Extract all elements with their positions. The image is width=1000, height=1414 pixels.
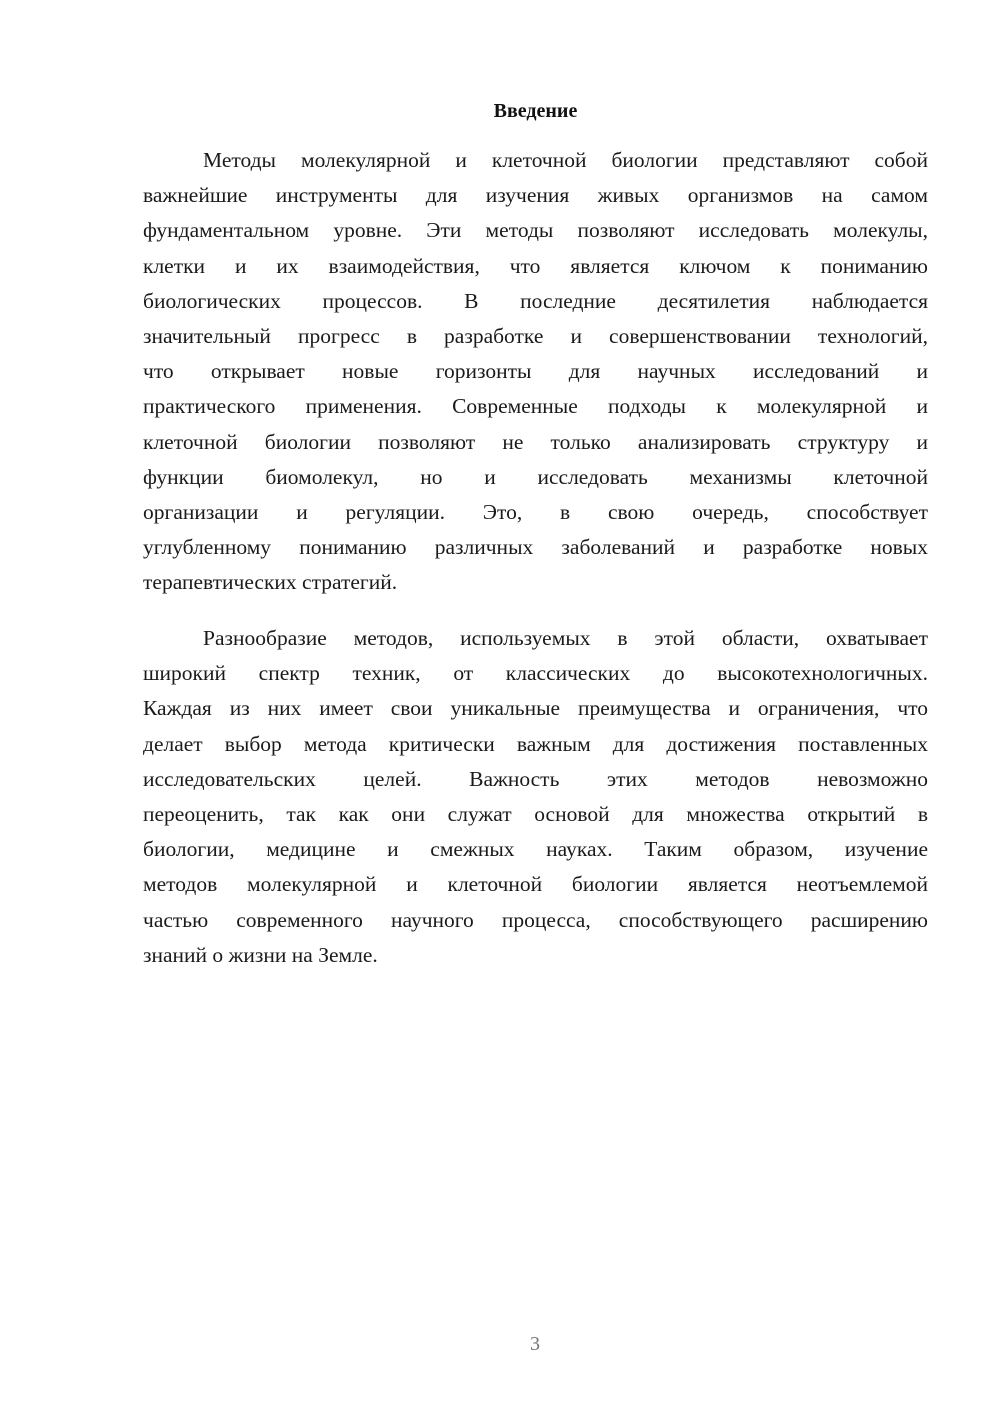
text-line: клетки и их взаимодействия, что является ключом к пониманию [143, 253, 928, 278]
text-line: углубленному пониманию различных заболеваний и разработке новых [143, 535, 928, 560]
text-line: биологических процессов. В последние десятилетия наблюдается [143, 288, 928, 313]
page-number: 3 [530, 1333, 540, 1355]
paragraph-1 [143, 143, 928, 600]
text-line: делает выбор метода критически важным для достижения поставленных [143, 731, 928, 756]
text-line: Каждая из них имеет свои уникальные преимущества и ограничения, что [143, 696, 928, 721]
text-line: терапевтических стратегий. [143, 570, 398, 595]
text-line: биологии, медицине и смежных науках. Таким образом, изучение [143, 837, 928, 862]
text-line: переоценить, так как они служат основой для множества открытий в [143, 801, 928, 826]
text-line: важнейшие инструменты для изучения живых организмов на самом [143, 183, 928, 208]
text-line: организации и регуляции. Это, в свою очередь, способствует [143, 499, 928, 524]
text-line: методов молекулярной и клеточной биологии является неотъемлемой [143, 872, 928, 897]
text-line: широкий спектр техник, от классических до высокотехнологичных. [143, 661, 928, 686]
text-line: функции биомолекул, но и исследовать механизмы клеточной [143, 464, 928, 489]
text-line: значительный прогресс в разработке и совершенствовании технологий, [143, 323, 928, 348]
text-line: фундаментальном уровне. Эти методы позволяют исследовать молекулы, [143, 218, 928, 243]
text-line: Методы молекулярной и клеточной биологии представляют собой [203, 148, 928, 172]
text-line: знаний о жизни на Земле. [143, 942, 378, 967]
text-line: практического применения. Современные подходы к молекулярной и [143, 394, 928, 419]
text-line: исследовательских целей. Важность этих методов невозможно [143, 766, 928, 791]
text-line: что открывает новые горизонты для научных исследований и [143, 359, 928, 384]
text-line: частью современного научного процесса, способствующего расширению [143, 907, 928, 932]
section-heading: Введение [493, 100, 578, 122]
paragraph-2 [143, 621, 928, 973]
text-line: Разнообразие методов, используемых в этой области, охватывает [203, 626, 928, 650]
text-line: клеточной биологии позволяют не только анализировать структуру и [143, 429, 928, 454]
